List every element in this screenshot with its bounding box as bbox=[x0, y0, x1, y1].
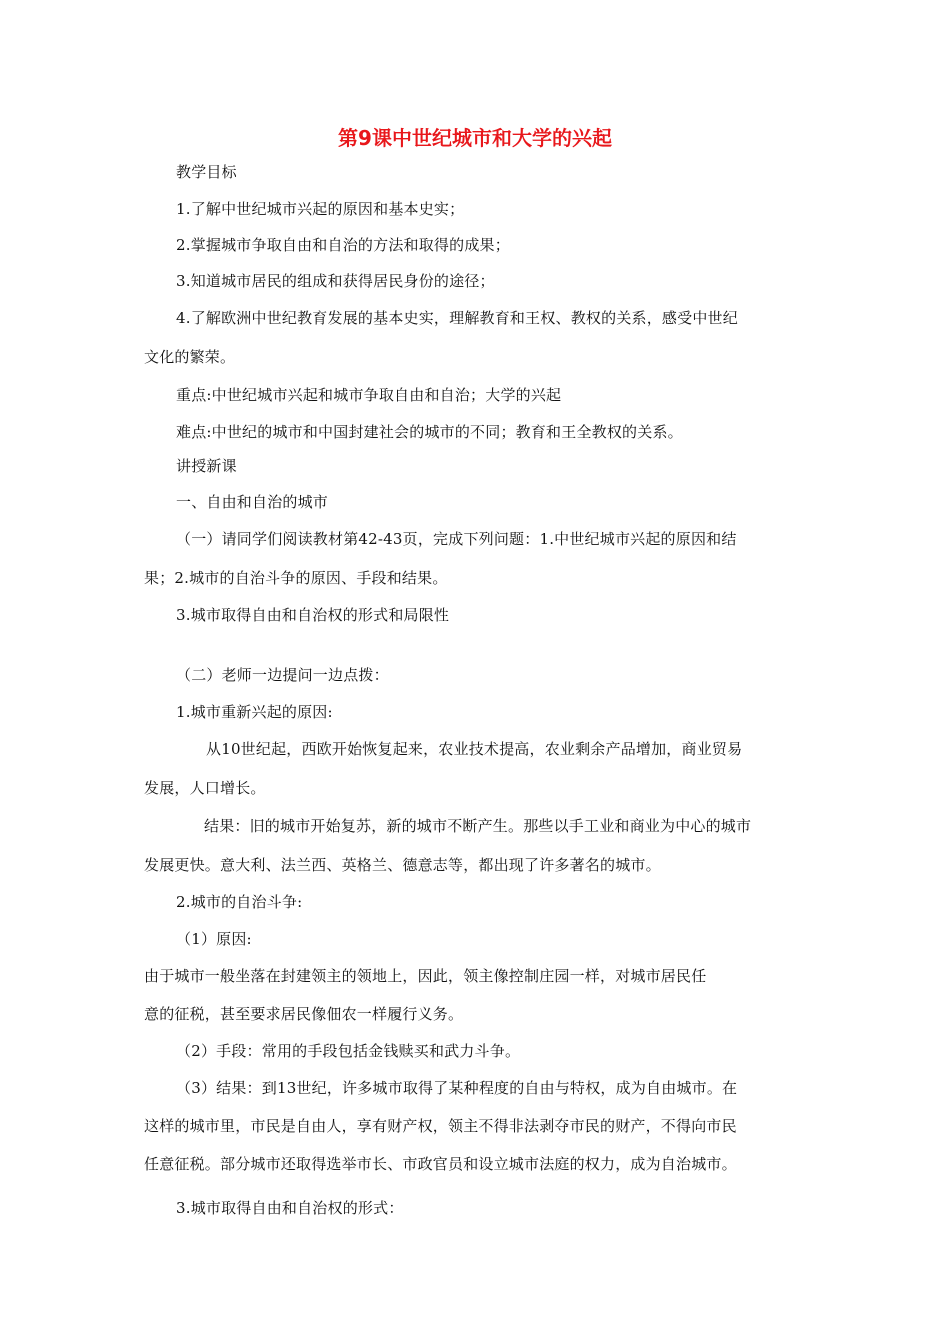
text-line: 一、自由和自治的城市 bbox=[176, 493, 329, 511]
text-line: 任意征税。部分城市还取得选举市长、市政官员和设立城市法庭的权力，成为自治城市。 bbox=[144, 1155, 737, 1173]
text-line: （一）请同学们阅读教材第42-43页，完成下列问题：1.中世纪城市兴起的原因和结 bbox=[176, 530, 737, 548]
text-line: （二）老师一边提问一边点拨： bbox=[176, 666, 389, 684]
text-line: 3.城市取得自由和自治权的形式： bbox=[176, 1199, 404, 1217]
text-line: 从10世纪起，西欧开始恢复起来，农业技术提高，农业剩余产品增加，商业贸易 bbox=[206, 740, 743, 758]
text-line: 结果：旧的城市开始复苏，新的城市不断产生。那些以手工业和商业为中心的城市 bbox=[204, 817, 752, 835]
text-line: 重点:中世纪城市兴起和城市争取自由和自治；大学的兴起 bbox=[176, 386, 562, 404]
text-line: 这样的城市里，市民是自由人，享有财产权，领主不得非法剥夺市民的财产，不得向市民 bbox=[144, 1117, 737, 1135]
text-line: 果；2.城市的自治斗争的原因、手段和结果。 bbox=[144, 569, 448, 587]
page-title: 第9课中世纪城市和大学的兴起 bbox=[338, 126, 612, 150]
text-line: 难点:中世纪的城市和中国封建社会的城市的不同；教育和王全教权的关系。 bbox=[176, 423, 683, 441]
text-line: （1）原因: bbox=[176, 930, 252, 948]
text-line: 3.知道城市居民的组成和获得居民身份的途径； bbox=[176, 272, 495, 290]
text-line: 3.城市取得自由和自治权的形式和局限性 bbox=[176, 606, 450, 624]
text-line: 发展更快。意大利、法兰西、英格兰、德意志等，都出现了许多著名的城市。 bbox=[144, 856, 661, 874]
text-line: 1.城市重新兴起的原因: bbox=[176, 703, 333, 721]
text-line: 教学目标 bbox=[176, 163, 237, 181]
text-line: 4.了解欧洲中世纪教育发展的基本史实，理解教育和王权、教权的关系，感受中世纪 bbox=[176, 309, 738, 327]
text-line: 文化的繁荣。 bbox=[144, 348, 236, 366]
text-line: 由于城市一般坐落在封建领主的领地上，因此，领主像控制庄园一样，对城市居民任 bbox=[144, 967, 707, 985]
text-line: 意的征税，甚至要求居民像佃农一样履行义务。 bbox=[144, 1005, 464, 1023]
text-line: 2.掌握城市争取自由和自治的方法和取得的成果； bbox=[176, 236, 510, 254]
text-line: 2.城市的自治斗争: bbox=[176, 893, 303, 911]
text-line: 1.了解中世纪城市兴起的原因和基本史实； bbox=[176, 200, 465, 218]
text-line: （3）结果：到13世纪，许多城市取得了某种程度的自由与特权，成为自由城市。在 bbox=[176, 1079, 738, 1097]
text-line: 讲授新课 bbox=[176, 457, 237, 475]
text-line: （2）手段：常用的手段包括金钱赎买和武力斗争。 bbox=[176, 1042, 521, 1060]
text-line: 发展，人口增长。 bbox=[144, 779, 266, 797]
